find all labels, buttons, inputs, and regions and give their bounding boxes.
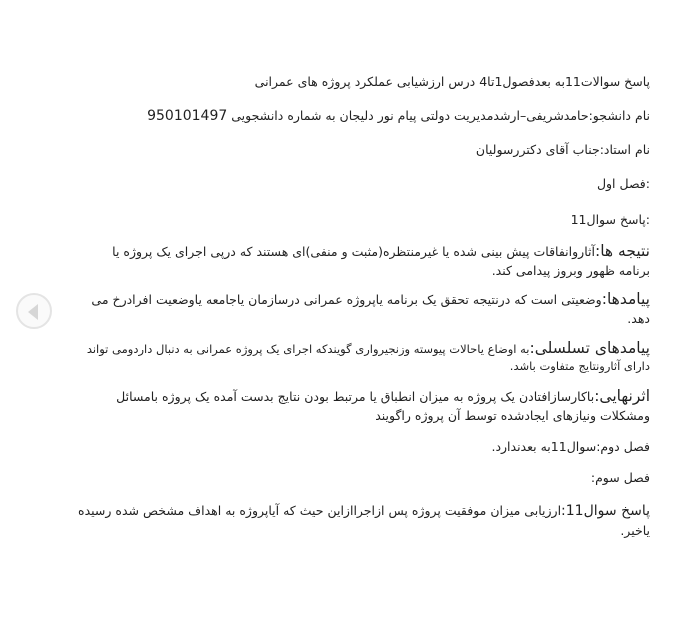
answer-11-ch3-paragraph <box>78 501 650 540</box>
chain-text: به اوضاع یاحالات پیوسته وزنجیرواری گویندکه اجرای یک پروژه عمرانی به دنبال داردومی تواند دارای آثارونتایج متفاوت باشد. <box>86 342 650 373</box>
chapter-3-heading: فصل سوم: <box>590 470 650 485</box>
chapter-1-heading: :فصل اول <box>596 176 650 191</box>
student-id: 950101497 <box>147 108 228 124</box>
student-info <box>78 106 650 126</box>
previous-page-button[interactable] <box>16 293 52 329</box>
student-label: نام دانشجو:حامدشریفی–ارشدمدیریت دولتی پیام نور دلیجان به شماره دانشجویی <box>227 108 650 123</box>
chain-paragraph <box>78 340 650 375</box>
outcomes-title: پیامدها: <box>601 290 650 308</box>
doc-title: پاسخ سوالات11به بعدفصول1تا4 درس ارزشیابی عملکرد پروژه های عمرانی <box>254 74 650 89</box>
chevron-left-icon <box>28 304 38 320</box>
answer-11-heading: :پاسخ سوال11 <box>570 212 650 227</box>
impact-paragraph <box>78 387 650 425</box>
impact-title: اثرنهایی: <box>594 387 650 405</box>
result-text: آثاروانفاقات پیش بینی شده یا غیرمنتظره(مثبت و منفی)ای هستند که درپی اجرای یک پروژه یا برنامه ظهور وبروز پیدامی کند. <box>112 244 650 278</box>
chapter-2-line: فصل دوم:سوال11به بعدندارد. <box>491 439 650 454</box>
answer-11-ch3-text: ارزیابی میزان موفقیت پروژه پس ازاجراازاین حیث که آیاپروژه به اهداف مشخص شده رسیده یاخیر. <box>78 503 650 538</box>
chain-title: پیامدهای تسلسلی: <box>529 339 650 357</box>
result-paragraph <box>78 242 650 280</box>
outcomes-text: وضعیتی است که درنتیجه تحقق یک برنامه یاپروژه عمرانی درسازمان یاجامعه یاوضعیت افرادرخ می دهد. <box>91 292 650 326</box>
teacher-info: نام استاد:جناب آقای دکتررسولیان <box>475 142 650 157</box>
document-body <box>78 72 650 540</box>
impact-text: باکارسازافتادن یک پروژه به میزان انطباق یا مرتبط بودن نتایج بدست آمده یک پروژه بامسائل ومشکلات ونیازهای ایجادشده توسط آن پروژه راگویند <box>116 389 650 423</box>
outcomes-paragraph <box>78 290 650 328</box>
result-title: نتیجه ها: <box>594 242 650 260</box>
answer-11-ch3-label: پاسخ سوال11: <box>561 503 650 519</box>
